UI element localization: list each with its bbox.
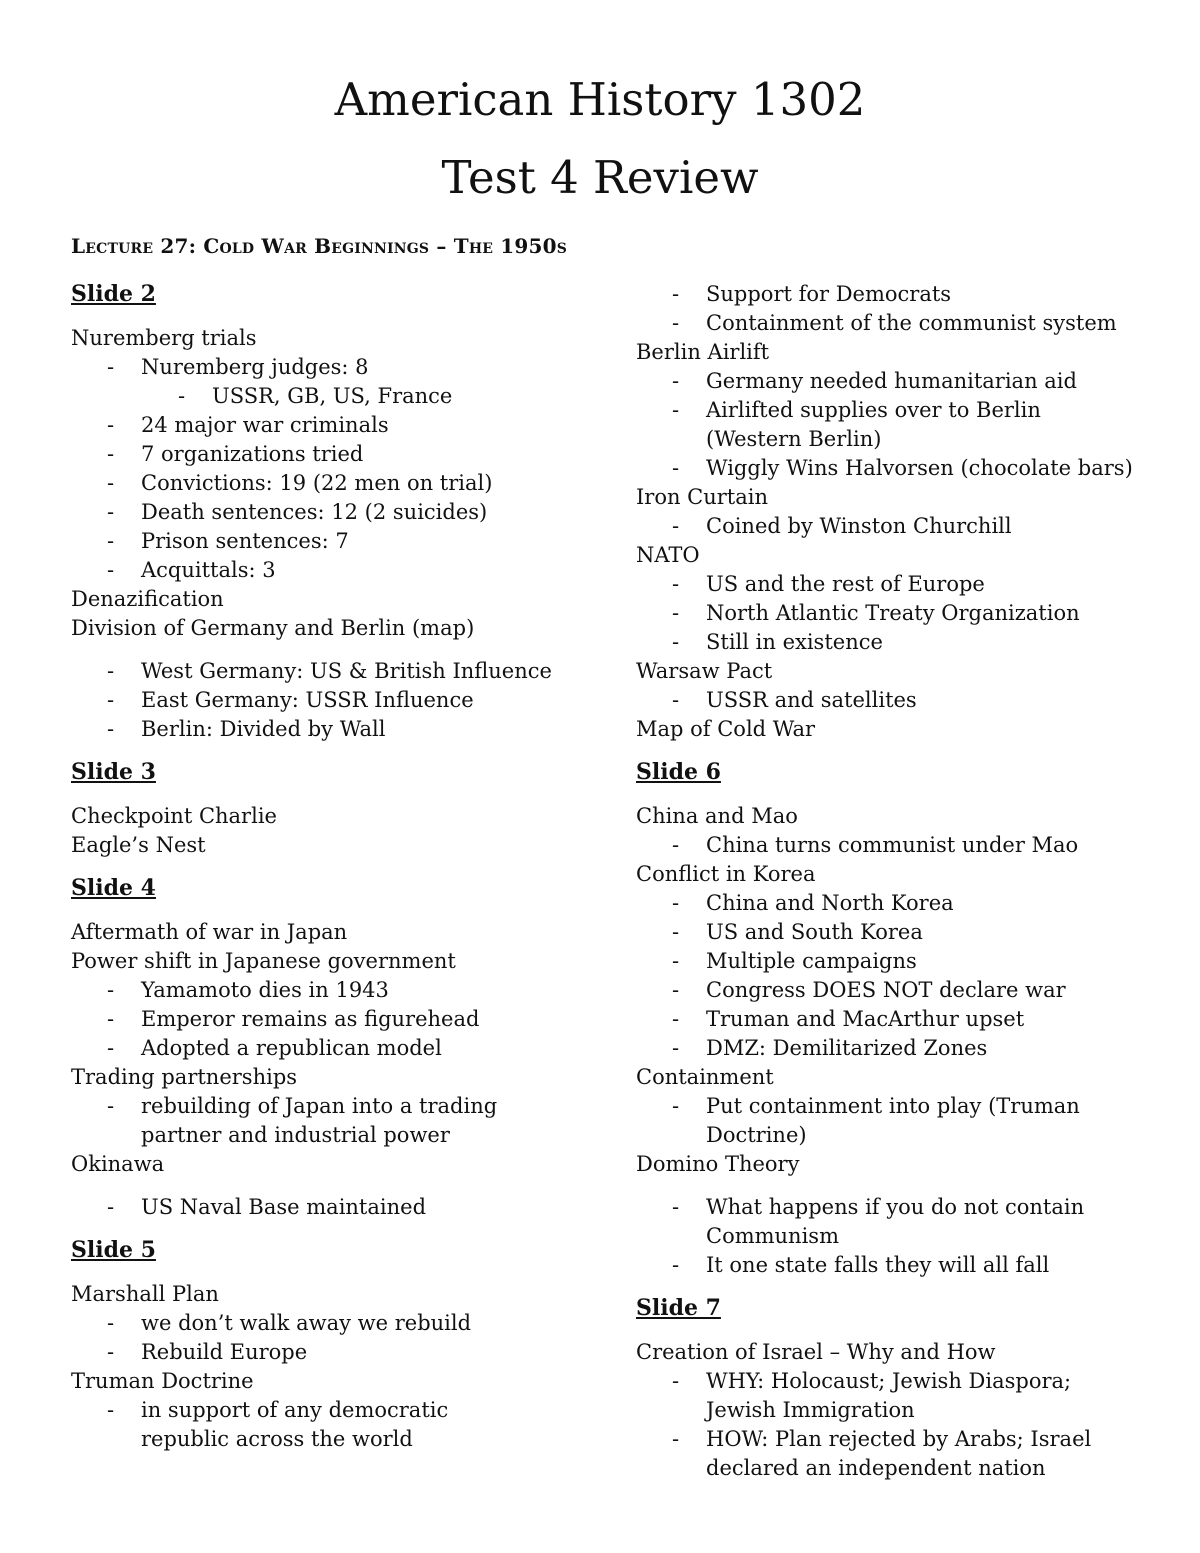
right-column [636, 280, 1176, 1483]
iron-list [636, 512, 1176, 541]
list-item: - Berlin: Divided by Wall [71, 715, 591, 744]
containment-list [636, 1092, 1176, 1150]
list-item: - Convictions: 19 (22 men on trial) [71, 469, 591, 498]
list-item: - DMZ: Demilitarized Zones [636, 1034, 1176, 1063]
topic-okinawa: Okinawa [71, 1152, 165, 1176]
topic-power: Power shift in Japanese government [71, 949, 456, 973]
list-item: - Containment of the communist system [636, 309, 1176, 338]
topic-nato: NATO [636, 543, 700, 567]
list-item: - Congress DOES NOT declare war [636, 976, 1176, 1005]
topic-truman: Truman Doctrine [71, 1369, 254, 1393]
topic-domino: Domino Theory [636, 1152, 800, 1176]
list-item: - Coined by Winston Churchill [636, 512, 1176, 541]
nuremberg-list [71, 353, 591, 382]
list-item: - Acquittals: 3 [71, 556, 591, 585]
slide-2-heading: Slide 2 [71, 281, 156, 307]
truman-list [71, 1396, 591, 1454]
topic-eagle: Eagle’s Nest [71, 833, 206, 857]
list-item: - US Naval Base maintained [71, 1193, 591, 1222]
document-subtitle: Test 4 Review [441, 151, 759, 204]
airlift-list [636, 367, 1176, 483]
list-item: - Adopted a republican model [71, 1034, 591, 1063]
topic-iron-curtain: Iron Curtain [636, 485, 769, 509]
list-item: - 24 major war criminals [71, 411, 591, 440]
list-item: - Emperor remains as figurehead [71, 1005, 591, 1034]
power-list [71, 976, 591, 1063]
list-item: - Prison sentences: 7 [71, 527, 591, 556]
topic-denazification: Denazification [71, 587, 224, 611]
topic-korea: Conflict in Korea [636, 862, 816, 886]
lecture-heading: Lecture 27: Cold War Beginnings – The 1950s [71, 234, 568, 258]
list-item: - US and South Korea [636, 918, 1176, 947]
list-item: - What happens if you do not contain Communism [636, 1193, 1096, 1251]
nuremberg-list-cont [71, 411, 591, 585]
list-item: - Yamamoto dies in 1943 [71, 976, 591, 1005]
trading-list [71, 1092, 591, 1150]
topic-warsaw: Warsaw Pact [636, 659, 773, 683]
warsaw-list [636, 686, 1176, 715]
topic-aftermath: Aftermath of war in Japan [71, 920, 348, 944]
list-item: - Support for Democrats [636, 280, 1176, 309]
list-item: - Rebuild Europe [71, 1338, 591, 1367]
topic-containment: Containment [636, 1065, 774, 1089]
slide-7-heading: Slide 7 [636, 1295, 721, 1321]
list-item: - USSR and satellites [636, 686, 1176, 715]
list-item: - It one state falls they will all fall [636, 1251, 1176, 1280]
list-item: - USSR, GB, US, France [71, 382, 591, 411]
judges-sublist [71, 382, 591, 411]
slide-3-heading: Slide 3 [71, 759, 156, 785]
document-title: American History 1302 [334, 73, 866, 126]
list-item: - North Atlantic Treaty Organization [636, 599, 1176, 628]
israel-list [636, 1367, 1176, 1483]
list-item: - 7 organizations tried [71, 440, 591, 469]
list-item: - China and North Korea [636, 889, 1176, 918]
topic-checkpoint: Checkpoint Charlie [71, 804, 277, 828]
list-item: - Wiggly Wins Halvorsen (chocolate bars) [636, 454, 1176, 483]
topic-map: Map of Cold War [636, 717, 816, 741]
list-item: - Nuremberg judges: 8 [71, 353, 591, 382]
topic-division: Division of Germany and Berlin (map) [71, 616, 475, 640]
topic-nuremberg: Nuremberg trials [71, 326, 257, 350]
slide-5-heading: Slide 5 [71, 1237, 156, 1263]
list-item: - HOW: Plan rejected by Arabs; Israel declared an independent nation [636, 1425, 1096, 1483]
list-item: - US and the rest of Europe [636, 570, 1176, 599]
topic-israel: Creation of Israel – Why and How [636, 1340, 996, 1364]
list-item: - Put containment into play (Truman Doctrine) [636, 1092, 1096, 1150]
list-item: - Germany needed humanitarian aid [636, 367, 1176, 396]
marshall-list [71, 1309, 591, 1367]
list-item: - we don’t walk away we rebuild [71, 1309, 591, 1338]
list-item: - in support of any democratic republic across the world [71, 1396, 541, 1454]
list-item: - Airlifted supplies over to Berlin (Western Berlin) [636, 396, 1046, 454]
list-item: - Multiple campaigns [636, 947, 1176, 976]
list-item: - rebuilding of Japan into a trading partner and industrial power [71, 1092, 511, 1150]
list-item: - WHY: Holocaust; Jewish Diaspora; Jewish Immigration [636, 1367, 1096, 1425]
topic-china: China and Mao [636, 804, 798, 828]
list-item: - Death sentences: 12 (2 suicides) [71, 498, 591, 527]
list-item: - East Germany: USSR Influence [71, 686, 591, 715]
topic-trading: Trading partnerships [71, 1065, 298, 1089]
slide-4-heading: Slide 4 [71, 875, 156, 901]
korea-list [636, 889, 1176, 1063]
slide-6-heading: Slide 6 [636, 759, 721, 785]
domino-list [636, 1193, 1176, 1280]
list-item: - China turns communist under Mao [636, 831, 1176, 860]
list-item: - Truman and MacArthur upset [636, 1005, 1176, 1034]
list-item: - Still in existence [636, 628, 1176, 657]
okinawa-list [71, 1193, 591, 1222]
division-list [71, 657, 591, 744]
nato-list [636, 570, 1176, 657]
china-list [636, 831, 1176, 860]
left-column [71, 280, 591, 1454]
truman-list-cont [636, 280, 1176, 338]
list-item: - West Germany: US & British Influence [71, 657, 591, 686]
topic-marshall: Marshall Plan [71, 1282, 219, 1306]
topic-airlift: Berlin Airlift [636, 340, 770, 364]
